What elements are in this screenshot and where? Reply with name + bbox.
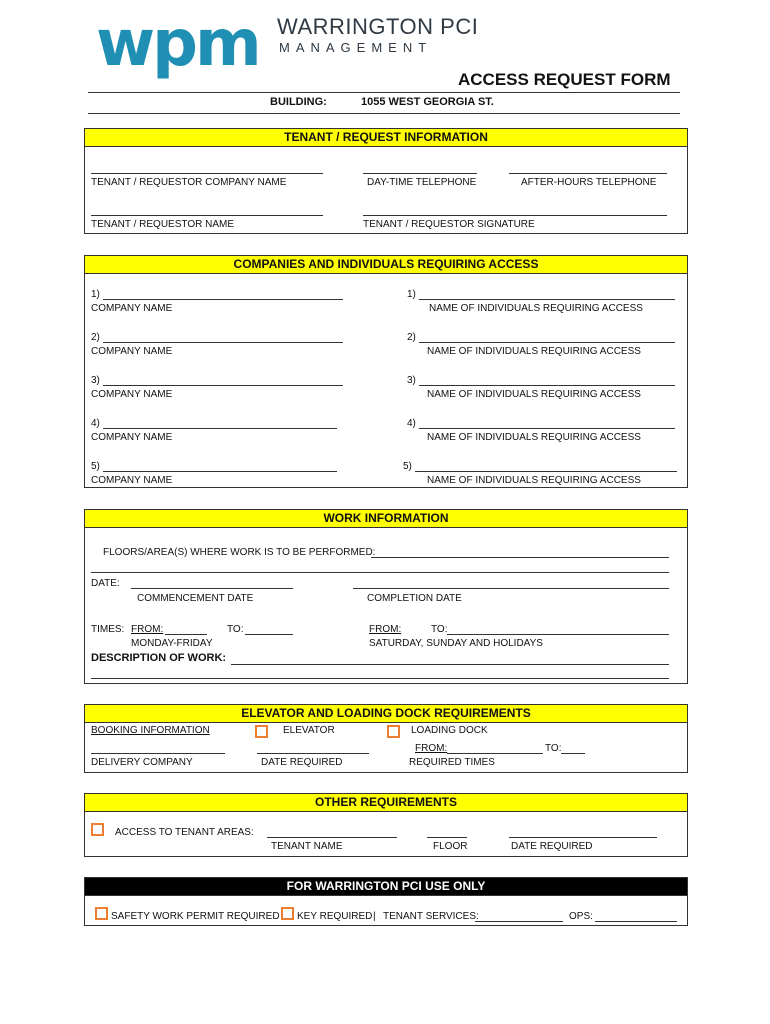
weekday-from-label: FROM: xyxy=(131,624,164,635)
company-row-3-field[interactable] xyxy=(103,385,343,386)
tenant-section-heading: TENANT / REQUEST INFORMATION xyxy=(85,129,687,147)
individuals-row-5-field[interactable] xyxy=(415,471,677,472)
floors-field-continued[interactable] xyxy=(91,572,669,573)
company-row-1-field[interactable] xyxy=(103,299,343,300)
wpm-logo-mark: wpm xyxy=(96,7,259,81)
form-title: ACCESS REQUEST FORM xyxy=(458,70,671,89)
floor-label: FLOOR xyxy=(433,841,468,852)
work-information-section xyxy=(84,509,688,684)
elevator-checkbox[interactable] xyxy=(255,725,268,738)
completion-date-field[interactable] xyxy=(353,588,669,589)
company-name-field[interactable] xyxy=(91,173,323,174)
weekend-label: SATURDAY, SUNDAY AND HOLIDAYS xyxy=(369,638,543,649)
day-phone-field[interactable] xyxy=(363,173,477,174)
dock-to-field[interactable] xyxy=(561,753,585,754)
commencement-date-field[interactable] xyxy=(131,588,293,589)
access-tenant-areas-checkbox[interactable] xyxy=(91,823,104,836)
floors-field[interactable] xyxy=(371,557,669,558)
company-row-5-field[interactable] xyxy=(103,471,337,472)
work-section-heading: WORK INFORMATION xyxy=(85,510,687,528)
date-required-label: DATE REQUIRED xyxy=(261,757,343,768)
elevator-section-heading: ELEVATOR AND LOADING DOCK REQUIREMENTS xyxy=(85,705,687,723)
office-use-section xyxy=(84,877,688,926)
individuals-row-3-field[interactable] xyxy=(419,385,675,386)
dock-to-label: TO: xyxy=(545,743,562,754)
key-required-label: KEY REQUIRED xyxy=(297,911,373,922)
tenant-request-section xyxy=(84,128,688,234)
building-rule xyxy=(88,113,680,114)
individuals-row-1-field[interactable] xyxy=(419,299,675,300)
separator: | xyxy=(373,911,376,922)
weekday-to-field[interactable] xyxy=(245,634,293,635)
booking-information-label: BOOKING INFORMATION xyxy=(91,725,210,736)
other-requirements-section xyxy=(84,793,688,857)
loading-dock-checkbox[interactable] xyxy=(387,725,400,738)
office-use-heading: FOR WARRINGTON PCI USE ONLY xyxy=(85,878,687,896)
after-hours-phone-field[interactable] xyxy=(509,173,667,174)
ops-field[interactable] xyxy=(595,921,677,922)
building-value: 1055 WEST GEORGIA ST. xyxy=(361,96,494,108)
building-label: BUILDING: xyxy=(270,96,327,108)
day-phone-label: DAY-TIME TELEPHONE xyxy=(367,177,477,188)
completion-date-label: COMPLETION DATE xyxy=(367,593,462,604)
company-row-2-field[interactable] xyxy=(103,342,343,343)
ops-label: OPS: xyxy=(569,911,593,922)
requestor-name-label: TENANT / REQUESTOR NAME xyxy=(91,219,234,230)
access-tenant-areas-label: ACCESS TO TENANT AREAS: xyxy=(115,827,254,838)
other-date-required-field[interactable] xyxy=(509,837,657,838)
tenant-services-label: TENANT SERVICES: xyxy=(383,911,479,922)
delivery-company-field[interactable] xyxy=(91,753,225,754)
company-row-2-number: 2) xyxy=(91,332,100,343)
dock-from-label: FROM: xyxy=(415,743,448,754)
signature-label: TENANT / REQUESTOR SIGNATURE xyxy=(363,219,535,230)
individuals-row-3-label: NAME OF INDIVIDUALS REQUIRING ACCESS xyxy=(427,389,641,400)
description-field[interactable] xyxy=(231,664,669,665)
weekend-from-label: FROM: xyxy=(369,624,402,635)
individuals-row-2-number: 2) xyxy=(407,332,416,343)
dock-from-field[interactable] xyxy=(447,753,543,754)
company-row-4-field[interactable] xyxy=(103,428,337,429)
tenant-services-field[interactable] xyxy=(475,921,563,922)
companies-section xyxy=(84,255,688,488)
individuals-row-1-number: 1) xyxy=(407,289,416,300)
company-row-4-label: COMPANY NAME xyxy=(91,432,173,443)
company-row-1-number: 1) xyxy=(91,289,100,300)
required-times-label: REQUIRED TIMES xyxy=(409,757,495,768)
individuals-row-5-label: NAME OF INDIVIDUALS REQUIRING ACCESS xyxy=(427,475,641,486)
other-section-heading: OTHER REQUIREMENTS xyxy=(85,794,687,812)
individuals-row-4-label: NAME OF INDIVIDUALS REQUIRING ACCESS xyxy=(427,432,641,443)
company-row-5-number: 5) xyxy=(91,461,100,472)
safety-permit-checkbox[interactable] xyxy=(95,907,108,920)
weekend-to-field[interactable] xyxy=(447,634,669,635)
tenant-name-field[interactable] xyxy=(267,837,397,838)
individuals-row-2-label: NAME OF INDIVIDUALS REQUIRING ACCESS xyxy=(427,346,641,357)
description-field-continued[interactable] xyxy=(91,678,669,679)
other-date-required-label: DATE REQUIRED xyxy=(511,841,593,852)
logo-name-line2: MANAGEMENT xyxy=(279,40,433,55)
floors-label: FLOORS/AREA(S) WHERE WORK IS TO BE PERFORMED: xyxy=(103,547,376,558)
title-rule xyxy=(88,92,680,93)
signature-field[interactable] xyxy=(363,215,667,216)
date-label: DATE: xyxy=(91,578,120,589)
weekday-label: MONDAY-FRIDAY xyxy=(131,638,213,649)
company-row-3-number: 3) xyxy=(91,375,100,386)
delivery-company-label: DELIVERY COMPANY xyxy=(91,757,193,768)
loading-dock-label: LOADING DOCK xyxy=(411,725,488,736)
logo-name-line1: WARRINGTON PCI xyxy=(277,14,479,39)
company-name-label: TENANT / REQUESTOR COMPANY NAME xyxy=(91,177,287,188)
company-row-3-label: COMPANY NAME xyxy=(91,389,173,400)
floor-field[interactable] xyxy=(427,837,467,838)
elevator-label: ELEVATOR xyxy=(283,725,335,736)
date-required-field[interactable] xyxy=(257,753,369,754)
companies-section-heading: COMPANIES AND INDIVIDUALS REQUIRING ACCESS xyxy=(85,256,687,274)
requestor-name-field[interactable] xyxy=(91,215,323,216)
weekday-from-field[interactable] xyxy=(165,634,207,635)
individuals-row-1-label: NAME OF INDIVIDUALS REQUIRING ACCESS xyxy=(429,303,643,314)
company-row-5-label: COMPANY NAME xyxy=(91,475,173,486)
weekday-to-label: TO: xyxy=(227,624,244,635)
individuals-row-3-number: 3) xyxy=(407,375,416,386)
company-row-4-number: 4) xyxy=(91,418,100,429)
individuals-row-5-number: 5) xyxy=(403,461,412,472)
individuals-row-4-field[interactable] xyxy=(419,428,675,429)
commencement-date-label: COMMENCEMENT DATE xyxy=(137,593,254,604)
description-label: DESCRIPTION OF WORK: xyxy=(91,652,227,664)
weekend-to-label: TO: xyxy=(431,624,448,635)
individuals-row-2-field[interactable] xyxy=(419,342,675,343)
individuals-row-4-number: 4) xyxy=(407,418,416,429)
safety-permit-label: SAFETY WORK PERMIT REQUIRED xyxy=(111,911,280,922)
company-row-1-label: COMPANY NAME xyxy=(91,303,173,314)
tenant-name-label: TENANT NAME xyxy=(271,841,343,852)
times-label: TIMES: xyxy=(91,624,125,635)
after-hours-phone-label: AFTER-HOURS TELEPHONE xyxy=(521,177,657,188)
key-required-checkbox[interactable] xyxy=(281,907,294,920)
company-row-2-label: COMPANY NAME xyxy=(91,346,173,357)
elevator-loading-section xyxy=(84,704,688,773)
